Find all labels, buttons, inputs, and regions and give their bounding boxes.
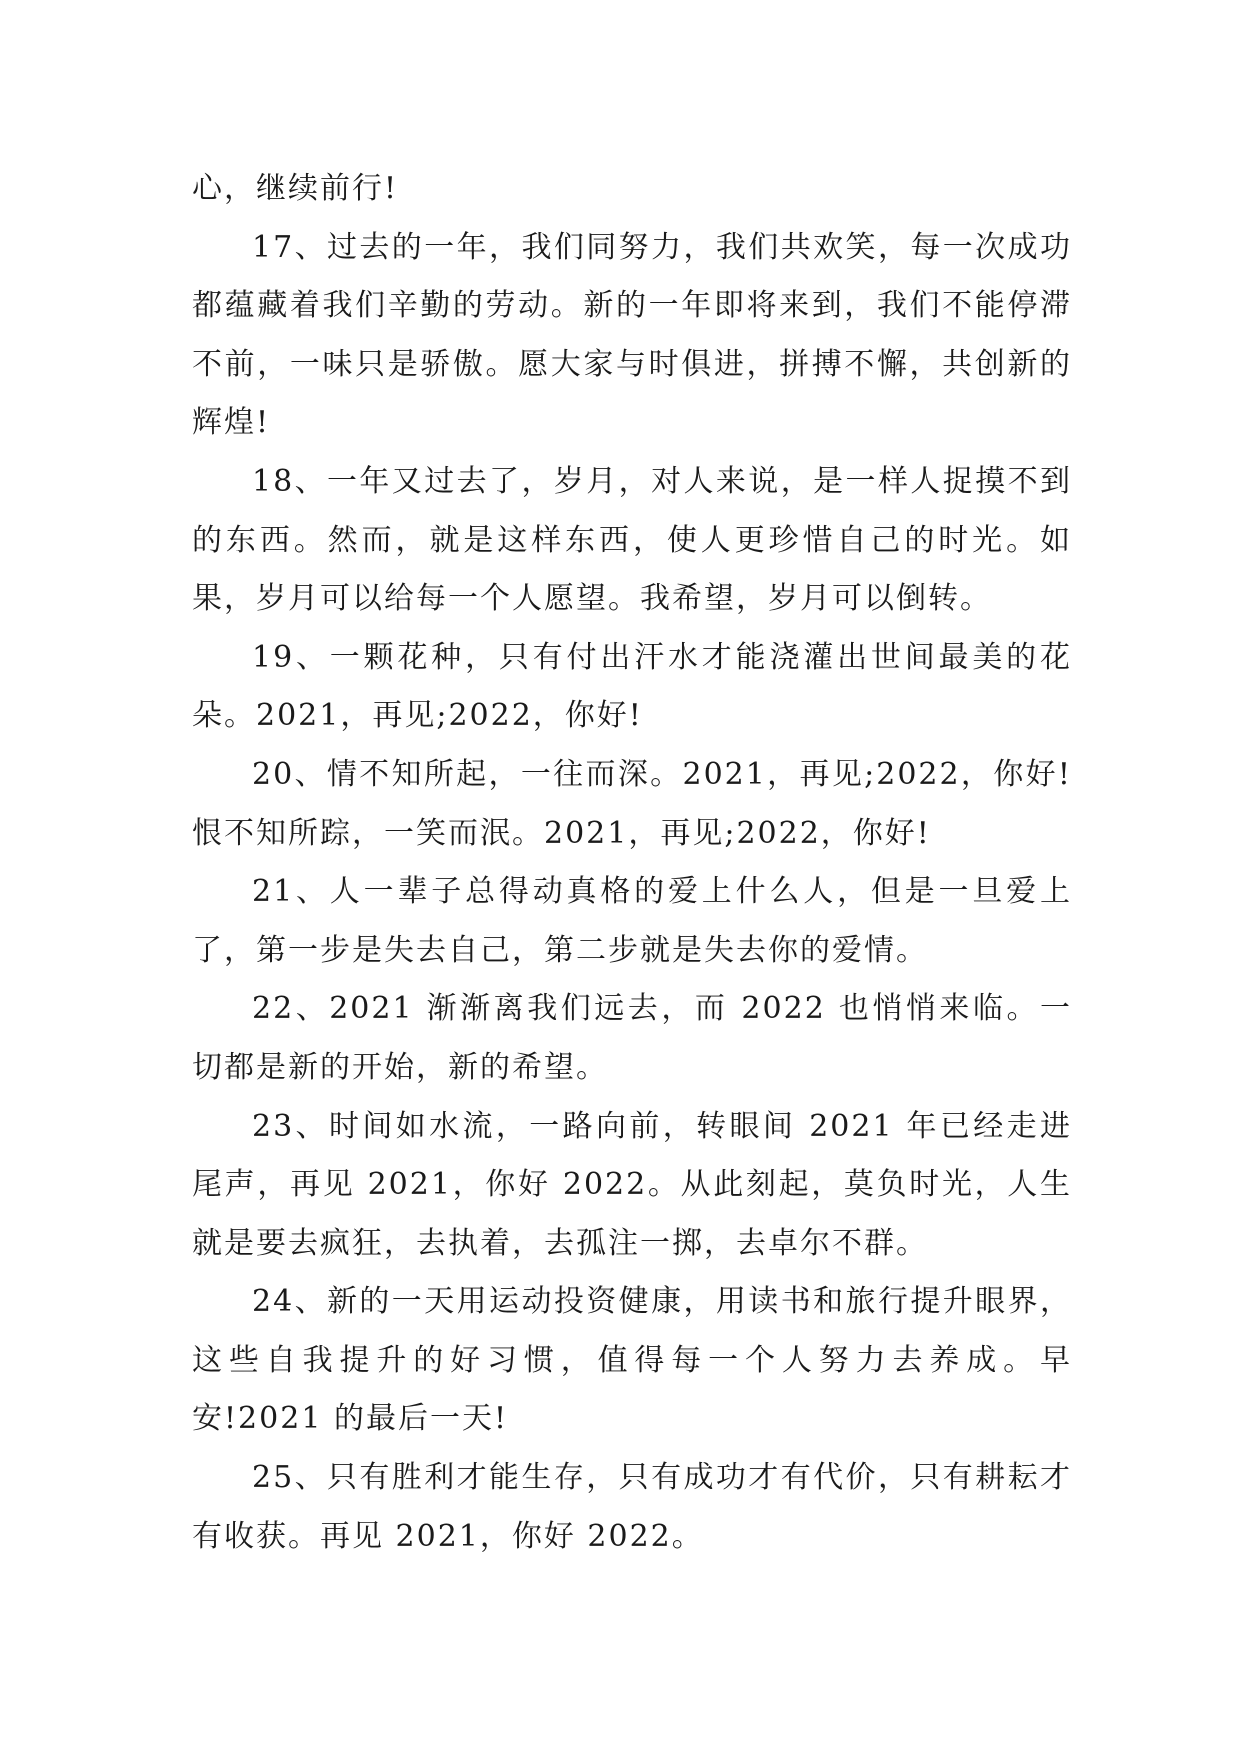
paragraph-continuation: 心，继续前行!	[192, 171, 399, 206]
document-body	[192, 160, 1072, 1566]
paragraph-22: 22、2021 渐渐离我们远去，而 2022 也悄悄来临。一切都是新的开始，新的希望。	[192, 991, 1072, 1085]
paragraph-25: 25、只有胜利才能生存，只有成功才有代价，只有耕耘才有收获。再见 2021，你好 2022。	[192, 1460, 1072, 1554]
paragraph-18: 18、一年又过去了，岁月，对人来说，是一样人捉摸不到的东西。然而，就是这样东西，使人更珍惜自己的时光。如果，岁月可以给每一个人愿望。我希望，岁月可以倒转。	[192, 463, 1072, 617]
paragraph-23: 23、时间如水流，一路向前，转眼间 2021 年已经走进尾声，再见 2021，你好 2022。从此刻起，莫负时光，人生就是要去疯狂，去执着，去孤注一掷，去卓尔不群。	[192, 1108, 1072, 1261]
paragraph-24: 24、新的一天用运动投资健康，用读书和旅行提升眼界，这些自我提升的好习惯，值得每一个人努力去养成。早安!2021 的最后一天!	[192, 1284, 1072, 1437]
paragraph-19: 19、一颗花种，只有付出汗水才能浇灌出世间最美的花朵。2021，再见;2022，你好!	[192, 639, 1072, 734]
paragraph-20: 20、情不知所起，一往而深。2021，再见;2022，你好!恨不知所踪，一笑而泯。2021，再见;2022，你好!	[192, 756, 1072, 851]
paragraph-17: 17、过去的一年，我们同努力，我们共欢笑，每一次成功都蕴藏着我们辛勤的劳动。新的一年即将来到，我们不能停滞不前，一味只是骄傲。愿大家与时俱进，拼搏不懈，共创新的辉煌!	[192, 229, 1072, 441]
paragraph-21: 21、人一辈子总得动真格的爱上什么人，但是一旦爱上了，第一步是失去自己，第二步就是失去你的爱情。	[192, 874, 1072, 968]
